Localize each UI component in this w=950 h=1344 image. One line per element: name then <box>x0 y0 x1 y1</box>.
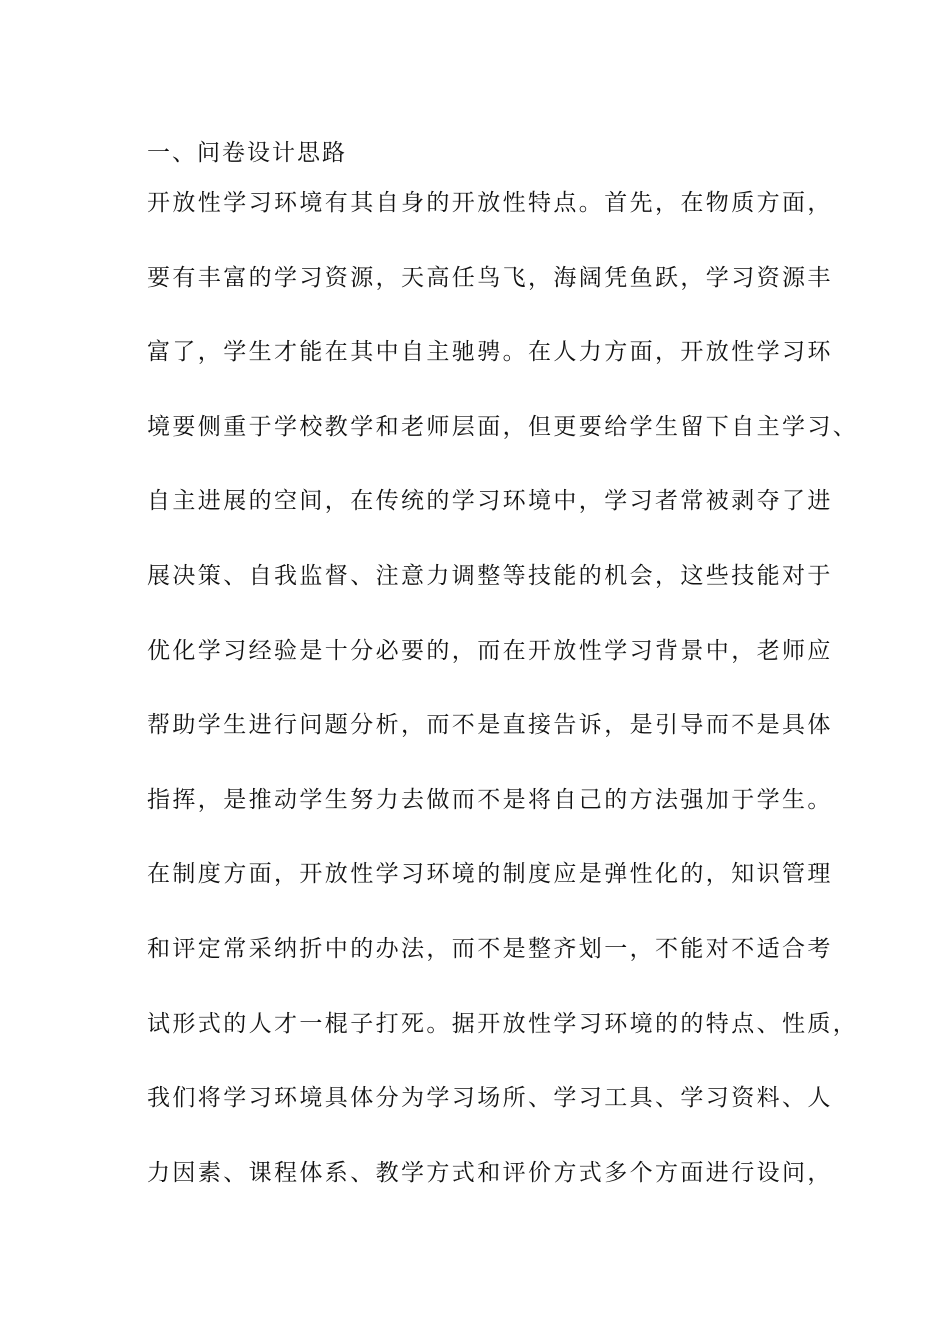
text-line: 优化学习经验是十分必要的，而在开放性学习背景中，老师应 <box>147 637 833 664</box>
text-line: 和评定常采纳折中的办法，而不是整齐划一，不能对不适合考 <box>147 935 833 962</box>
text-line: 展决策、自我监督、注意力调整等技能的机会，这些技能对于 <box>147 562 833 589</box>
text-line: 富了，学生才能在其中自主驰骋。在人力方面，开放性学习环 <box>147 339 833 366</box>
text-line: 力因素、课程体系、教学方式和评价方式多个方面进行设问， <box>147 1159 833 1186</box>
text-line: 要有丰富的学习资源，天高任鸟飞，海阔凭鱼跃，学习资源丰 <box>147 264 833 291</box>
text-line: 开放性学习环境有其自身的开放性特点。首先，在物质方面， <box>147 190 833 216</box>
body-paragraph <box>147 185 859 1229</box>
section-heading: 一、问卷设计思路 <box>147 140 347 166</box>
text-line: 帮助学生进行问题分析，而不是直接告诉，是引导而不是具体 <box>147 712 833 739</box>
text-line: 指挥，是推动学生努力去做而不是将自己的方法强加于学生。 <box>147 786 833 813</box>
text-line: 试形式的人才一棍子打死。据开放性学习环境的的特点、性质， <box>147 1010 859 1037</box>
text-line: 自主进展的空间，在传统的学习环境中，学习者常被剥夺了进 <box>147 488 833 515</box>
text-line: 境要侧重于学校教学和老师层面，但更要给学生留下自主学习、 <box>147 413 859 440</box>
text-line: 在制度方面，开放性学习环境的制度应是弹性化的，知识管理 <box>147 861 833 888</box>
text-line: 我们将学习环境具体分为学习场所、学习工具、学习资料、人 <box>147 1085 833 1112</box>
